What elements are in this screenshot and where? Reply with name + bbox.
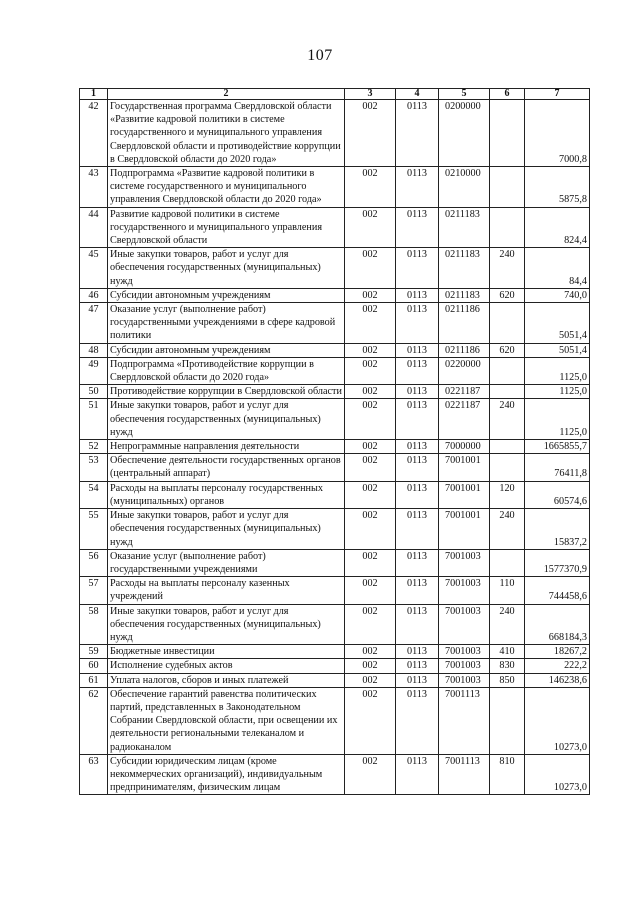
table-row	[80, 207, 590, 248]
row-code-3: 002	[345, 357, 396, 384]
row-code-5: 0211186	[439, 343, 490, 357]
row-number: 48	[80, 343, 108, 357]
row-code-4: 0113	[396, 481, 439, 508]
table-body	[80, 100, 590, 795]
row-code-6: 240	[490, 399, 525, 440]
row-code-4: 0113	[396, 385, 439, 399]
row-code-6	[490, 167, 525, 208]
row-description: Развитие кадровой политики в системе государственного и муниципального управления Свердловской области	[108, 207, 345, 248]
row-amount: 1577370,9	[525, 549, 590, 576]
row-code-3: 002	[345, 454, 396, 481]
row-code-6	[490, 357, 525, 384]
row-code-4: 0113	[396, 343, 439, 357]
row-number: 57	[80, 577, 108, 604]
table-row	[80, 303, 590, 344]
row-code-3: 002	[345, 645, 396, 659]
row-amount: 5875,8	[525, 167, 590, 208]
column-header-1: 1	[80, 89, 108, 100]
table-row	[80, 248, 590, 289]
table-row	[80, 604, 590, 645]
row-code-4: 0113	[396, 440, 439, 454]
row-code-6: 620	[490, 288, 525, 302]
row-code-4: 0113	[396, 100, 439, 167]
row-description: Бюджетные инвестиции	[108, 645, 345, 659]
table-row	[80, 454, 590, 481]
row-code-3: 002	[345, 577, 396, 604]
row-code-4: 0113	[396, 288, 439, 302]
row-code-6	[490, 687, 525, 754]
row-number: 47	[80, 303, 108, 344]
row-number: 51	[80, 399, 108, 440]
row-code-4: 0113	[396, 549, 439, 576]
row-amount: 1125,0	[525, 385, 590, 399]
row-number: 56	[80, 549, 108, 576]
row-code-6	[490, 549, 525, 576]
row-code-5: 7001113	[439, 754, 490, 795]
table-row	[80, 385, 590, 399]
row-code-3: 002	[345, 385, 396, 399]
table-row	[80, 357, 590, 384]
row-code-6	[490, 303, 525, 344]
row-amount: 10273,0	[525, 687, 590, 754]
row-description: Обеспечение гарантий равенства политических партий, представленных в Законодательном Собрании Свердловской области, при освещении их деятельности региональными телеканалом и радиоканалом	[108, 687, 345, 754]
row-number: 49	[80, 357, 108, 384]
row-code-5: 7001001	[439, 454, 490, 481]
row-number: 43	[80, 167, 108, 208]
row-code-5: 7001001	[439, 509, 490, 550]
row-code-3: 002	[345, 207, 396, 248]
table-row	[80, 549, 590, 576]
row-code-5: 7001113	[439, 687, 490, 754]
table-row	[80, 645, 590, 659]
row-amount: 18267,2	[525, 645, 590, 659]
table-row	[80, 687, 590, 754]
row-description: Субсидии автономным учреждениям	[108, 288, 345, 302]
row-number: 63	[80, 754, 108, 795]
table-header-row	[80, 89, 590, 100]
row-description: Оказание услуг (выполнение работ) государственными учреждениями	[108, 549, 345, 576]
row-number: 50	[80, 385, 108, 399]
row-code-5: 0221187	[439, 399, 490, 440]
table-row	[80, 754, 590, 795]
row-code-4: 0113	[396, 577, 439, 604]
table-row	[80, 577, 590, 604]
row-amount: 15837,2	[525, 509, 590, 550]
row-code-5: 7001003	[439, 604, 490, 645]
row-description: Субсидии юридическим лицам (кроме некоммерческих организаций), индивидуальным предпринимателям, физическим лицам	[108, 754, 345, 795]
row-code-6	[490, 454, 525, 481]
row-code-3: 002	[345, 604, 396, 645]
row-code-4: 0113	[396, 509, 439, 550]
budget-table	[79, 88, 590, 795]
row-code-3: 002	[345, 248, 396, 289]
row-description: Иные закупки товаров, работ и услуг для обеспечения государственных (муниципальных) нужд	[108, 248, 345, 289]
row-description: Расходы на выплаты персоналу государственных (муниципальных) органов	[108, 481, 345, 508]
row-code-4: 0113	[396, 604, 439, 645]
row-code-6: 110	[490, 577, 525, 604]
column-header-2: 2	[108, 89, 345, 100]
row-code-3: 002	[345, 343, 396, 357]
row-code-5: 7001003	[439, 673, 490, 687]
table-row	[80, 673, 590, 687]
row-code-4: 0113	[396, 357, 439, 384]
row-code-6: 120	[490, 481, 525, 508]
row-amount: 744458,6	[525, 577, 590, 604]
row-code-6	[490, 440, 525, 454]
table-row	[80, 399, 590, 440]
column-header-3: 3	[345, 89, 396, 100]
row-code-3: 002	[345, 440, 396, 454]
row-code-5: 7001003	[439, 659, 490, 673]
row-amount: 668184,3	[525, 604, 590, 645]
row-code-3: 002	[345, 100, 396, 167]
row-code-5: 7000000	[439, 440, 490, 454]
row-number: 58	[80, 604, 108, 645]
table-row	[80, 659, 590, 673]
row-code-5: 0221187	[439, 385, 490, 399]
row-description: Подпрограмма «Развитие кадровой политики в системе государственного и муниципального управления Свердловской области до 2020 года»	[108, 167, 345, 208]
row-description: Субсидии автономным учреждениям	[108, 343, 345, 357]
row-code-5: 7001003	[439, 645, 490, 659]
row-code-4: 0113	[396, 167, 439, 208]
row-code-5: 0200000	[439, 100, 490, 167]
row-amount: 84,4	[525, 248, 590, 289]
row-code-4: 0113	[396, 687, 439, 754]
row-description: Иные закупки товаров, работ и услуг для обеспечения государственных (муниципальных) нужд	[108, 604, 345, 645]
row-code-6: 810	[490, 754, 525, 795]
row-code-3: 002	[345, 399, 396, 440]
row-code-5: 7001003	[439, 577, 490, 604]
row-amount: 7000,8	[525, 100, 590, 167]
row-code-4: 0113	[396, 248, 439, 289]
row-amount: 5051,4	[525, 343, 590, 357]
row-code-5: 0211183	[439, 207, 490, 248]
row-number: 45	[80, 248, 108, 289]
row-code-3: 002	[345, 673, 396, 687]
row-description: Уплата налогов, сборов и иных платежей	[108, 673, 345, 687]
table-row	[80, 167, 590, 208]
row-number: 61	[80, 673, 108, 687]
row-number: 55	[80, 509, 108, 550]
row-code-6	[490, 207, 525, 248]
row-code-5: 0211186	[439, 303, 490, 344]
row-code-3: 002	[345, 509, 396, 550]
row-description: Иные закупки товаров, работ и услуг для обеспечения государственных (муниципальных) нужд	[108, 399, 345, 440]
table-row	[80, 100, 590, 167]
row-amount: 1665855,7	[525, 440, 590, 454]
row-amount: 146238,6	[525, 673, 590, 687]
row-code-4: 0113	[396, 454, 439, 481]
row-code-6: 240	[490, 604, 525, 645]
row-code-5: 7001001	[439, 481, 490, 508]
row-number: 46	[80, 288, 108, 302]
row-code-6: 410	[490, 645, 525, 659]
row-code-4: 0113	[396, 207, 439, 248]
row-number: 53	[80, 454, 108, 481]
page-number: 107	[307, 47, 333, 64]
row-code-3: 002	[345, 659, 396, 673]
column-header-4: 4	[396, 89, 439, 100]
row-number: 60	[80, 659, 108, 673]
column-header-6: 6	[490, 89, 525, 100]
table-row	[80, 440, 590, 454]
row-code-4: 0113	[396, 754, 439, 795]
row-code-5: 0220000	[439, 357, 490, 384]
table-row	[80, 288, 590, 302]
row-amount: 60574,6	[525, 481, 590, 508]
row-description: Непрограммные направления деятельности	[108, 440, 345, 454]
row-description: Обеспечение деятельности государственных органов (центральный аппарат)	[108, 454, 345, 481]
row-description: Государственная программа Свердловской области «Развитие кадровой политики в системе государственного и муниципального управления Свердловской области и противодействие коррупции в Свердловской области до 2020 года»	[108, 100, 345, 167]
row-code-5: 0210000	[439, 167, 490, 208]
row-description: Расходы на выплаты персоналу казенных учреждений	[108, 577, 345, 604]
row-code-6: 850	[490, 673, 525, 687]
row-code-4: 0113	[396, 399, 439, 440]
row-description: Подпрограмма «Противодействие коррупции в Свердловской области до 2020 года»	[108, 357, 345, 384]
row-code-6: 240	[490, 248, 525, 289]
row-code-3: 002	[345, 754, 396, 795]
row-code-5: 0211183	[439, 288, 490, 302]
row-amount: 740,0	[525, 288, 590, 302]
row-amount: 76411,8	[525, 454, 590, 481]
row-number: 62	[80, 687, 108, 754]
row-number: 59	[80, 645, 108, 659]
row-code-6	[490, 100, 525, 167]
row-code-6: 240	[490, 509, 525, 550]
row-code-3: 002	[345, 167, 396, 208]
row-code-6	[490, 385, 525, 399]
row-amount: 10273,0	[525, 754, 590, 795]
row-number: 52	[80, 440, 108, 454]
table-row	[80, 481, 590, 508]
table-row	[80, 509, 590, 550]
row-code-3: 002	[345, 549, 396, 576]
row-code-4: 0113	[396, 659, 439, 673]
column-header-5: 5	[439, 89, 490, 100]
row-amount: 824,4	[525, 207, 590, 248]
row-code-5: 0211183	[439, 248, 490, 289]
row-code-6: 830	[490, 659, 525, 673]
row-description: Исполнение судебных актов	[108, 659, 345, 673]
column-header-7: 7	[525, 89, 590, 100]
row-amount: 5051,4	[525, 303, 590, 344]
row-code-3: 002	[345, 288, 396, 302]
row-code-3: 002	[345, 481, 396, 508]
row-description: Оказание услуг (выполнение работ) государственными учреждениями в сфере кадровой политики	[108, 303, 345, 344]
row-code-5: 7001003	[439, 549, 490, 576]
row-number: 42	[80, 100, 108, 167]
row-amount: 1125,0	[525, 357, 590, 384]
row-amount: 222,2	[525, 659, 590, 673]
row-code-6: 620	[490, 343, 525, 357]
row-code-3: 002	[345, 303, 396, 344]
table-row	[80, 343, 590, 357]
row-code-4: 0113	[396, 673, 439, 687]
row-description: Противодействие коррупции в Свердловской области	[108, 385, 345, 399]
row-number: 54	[80, 481, 108, 508]
row-number: 44	[80, 207, 108, 248]
row-amount: 1125,0	[525, 399, 590, 440]
row-description: Иные закупки товаров, работ и услуг для обеспечения государственных (муниципальных) нужд	[108, 509, 345, 550]
row-code-3: 002	[345, 687, 396, 754]
row-code-4: 0113	[396, 303, 439, 344]
row-code-4: 0113	[396, 645, 439, 659]
